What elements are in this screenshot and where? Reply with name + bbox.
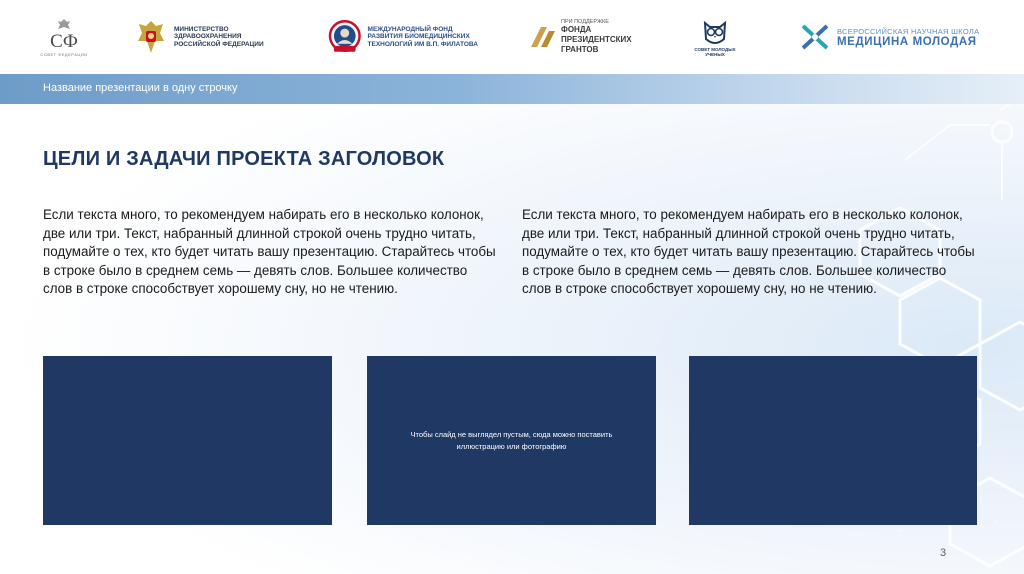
minzdrav-label: МИНИСТЕРСТВО ЗДРАВООХРАНЕНИЯ РОССИЙСКОЙ ФЕДЕРАЦИИ: [174, 25, 264, 48]
russian-eagle-icon: [136, 19, 166, 55]
smu-label: СОВЕТ МОЛОДЫХ УЧЕНЫХ: [694, 47, 736, 57]
placeholder-caption: Чтобы слайд не выглядел пустым, сюда можно поставить иллюстрацию или фотографию: [410, 429, 613, 451]
sf-emblem-icon: [56, 18, 72, 32]
owl-icon: [700, 17, 730, 47]
logo-presidential-grants: [527, 10, 647, 64]
school-text: [837, 27, 979, 48]
logo-minzdrav: [136, 10, 276, 64]
page-number: 3: [940, 547, 947, 559]
school-line2: МЕДИЦИНА МОЛОДАЯ: [837, 35, 977, 48]
logo-filatov-fund: [328, 10, 478, 64]
slide-heading: ЦЕЛИ И ЗАДАЧИ ПРОЕКТА ЗАГОЛОВОК: [43, 148, 445, 170]
logo-meditsina-molodaya: [799, 10, 989, 64]
dna-cross-icon: [799, 22, 831, 52]
presentation-name-strip: [0, 74, 1024, 104]
grant-fund-icon: [527, 23, 557, 51]
presentation-name: Название презентации в одну строчку: [43, 82, 238, 94]
partner-logo-bar: [0, 0, 1024, 74]
logo-smu: [684, 10, 746, 64]
filatov-label: МЕЖДУНАРОДНЫЙ ФОНД РАЗВИТИЯ БИОМЕДИЦИНСКИХ ТЕХНОЛОГИЙ ИМ В.П. ФИЛАТОВА: [367, 25, 478, 48]
filatov-portrait-icon: [328, 19, 362, 55]
image-placeholder-left: [43, 356, 332, 525]
school-line1: ВСЕРОССИЙСКАЯ НАУЧНАЯ ШКОЛА: [837, 26, 980, 36]
sf-mark: СФ: [50, 30, 78, 52]
text-column-left: Если текста много, то рекомендуем набирать его в несколько колонок, две или три. Текст, набранный длинной строкой очень трудно читать, подумайте о тех, кто будет читать вашу презентацию. Старайтесь чтобы в строке было в среднем семь — девять слов. Большее количество слов в строке способствует хорошему сну, но не чтению.: [43, 207, 496, 296]
logo-sovet-federatsii: [40, 10, 88, 64]
pgf-line1: ПРИ ПОДДЕРЖКЕ: [561, 19, 609, 25]
pgf-line2: ФОНДА ПРЕЗИДЕНТСКИХ ГРАНТОВ: [561, 25, 632, 54]
image-placeholder-right: [689, 356, 977, 525]
image-placeholder-center: [367, 356, 656, 525]
pgf-text: [561, 19, 637, 55]
text-column-right: Если текста много, то рекомендуем набирать его в несколько колонок, две или три. Текст, набранный длинной строкой очень трудно читать, подумайте о тех, кто будет читать вашу презентацию. Старайтесь чтобы в строке было в среднем семь — девять слов. Большее количество слов в строке способствует хорошему сну, но не чтению.: [522, 207, 975, 296]
sf-caption: СОВЕТ ФЕДЕРАЦИИ: [40, 51, 88, 57]
